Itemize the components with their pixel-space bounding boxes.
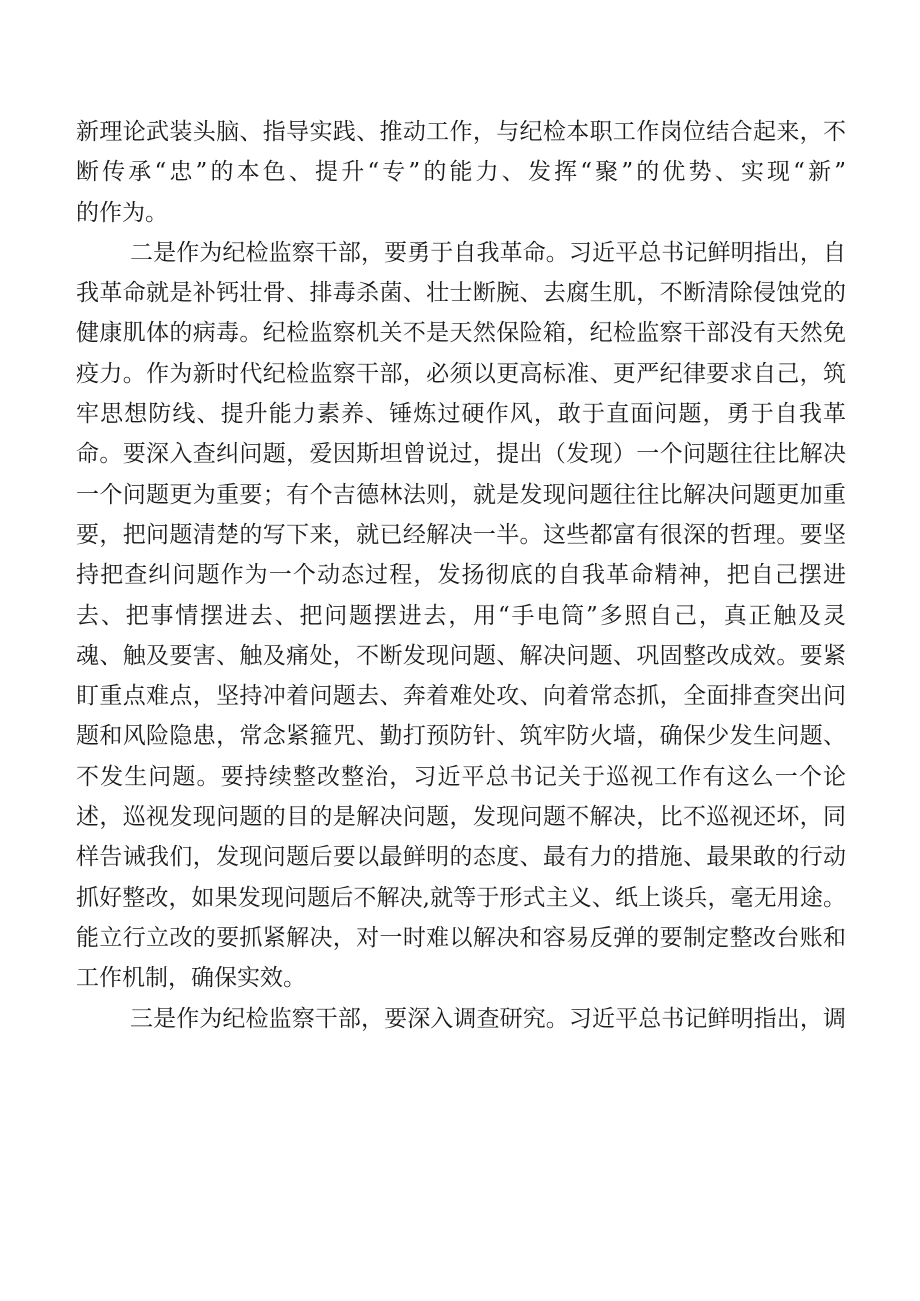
text-line: 一个问题更为重要；有个吉德林法则，就是发现问题往往比解决问题更加重 <box>76 481 846 508</box>
text-line: 抓好整改，如果发现问题后不解决,就等于形式主义、纸上谈兵，毫无用途。 <box>76 884 846 911</box>
paragraph <box>76 112 846 233</box>
text-line: 我革命就是补钙壮骨、排毒杀菌、壮士断腕、去腐生肌，不断清除侵蚀党的 <box>76 280 846 307</box>
text-line: 要，把问题清楚的写下来，就已经解决一半。这些都富有很深的哲理。要坚 <box>76 521 846 548</box>
text-line: 健康肌体的病毒。纪检监察机关不是天然保险箱，纪检监察干部没有天然免 <box>76 320 846 347</box>
text-line: 题和风险隐患，常念紧箍咒、勤打预防针、筑牢防火墙，确保少发生问题、 <box>76 723 846 750</box>
text-line: 样告诫我们，发现问题后要以最鲜明的态度、最有力的措施、最果敢的行动 <box>76 844 846 871</box>
body-text <box>76 112 846 1039</box>
text-line: 命。要深入查纠问题，爱因斯坦曾说过，提出（发现）一个问题往往比解决 <box>76 441 846 468</box>
text-line: 魂、触及要害、触及痛处，不断发现问题、解决问题、巩固整改成效。要紧 <box>76 642 846 669</box>
text-line: 三是作为纪检监察干部，要深入调查研究。习近平总书记鲜明指出，调 <box>130 1005 846 1032</box>
paragraph <box>76 999 846 1039</box>
text-line: 二是作为纪检监察干部，要勇于自我革命。习近平总书记鲜明指出，自 <box>130 239 846 266</box>
text-line: 能立行立改的要抓紧解决，对一时难以解决和容易反弹的要制定整改台账和 <box>76 924 846 951</box>
text-line: 不发生问题。要持续整改整治，习近平总书记关于巡视工作有这么一个论 <box>76 763 846 790</box>
text-line: 去、把事情摆进去、把问题摆进去，用“手电筒”多照自己，真正触及灵 <box>76 602 846 629</box>
text-line: 断传承“忠”的本色、提升“专”的能力、发挥“聚”的优势、实现“新” <box>76 159 846 186</box>
text-line: 述，巡视发现问题的目的是解决问题，发现问题不解决，比不巡视还坏，同 <box>76 804 846 831</box>
paragraph <box>76 233 846 999</box>
text-line: 新理论武装头脑、指导实践、推动工作，与纪检本职工作岗位结合起来，不 <box>76 119 846 145</box>
text-line: 牢思想防线、提升能力素养、锤炼过硬作风，敢于直面问题，勇于自我革 <box>76 401 846 428</box>
text-line: 的作为。 <box>76 199 168 226</box>
text-line: 盯重点难点，坚持冲着问题去、奔着难处攻、向着常态抓，全面排查突出问 <box>76 683 846 710</box>
text-line: 疫力。作为新时代纪检监察干部，必须以更高标准、更严纪律要求自己，筑 <box>76 360 846 387</box>
text-line: 持把查纠问题作为一个动态过程，发扬彻底的自我革命精神，把自己摆进 <box>76 562 846 589</box>
text-line: 工作机制，确保实效。 <box>76 965 306 992</box>
